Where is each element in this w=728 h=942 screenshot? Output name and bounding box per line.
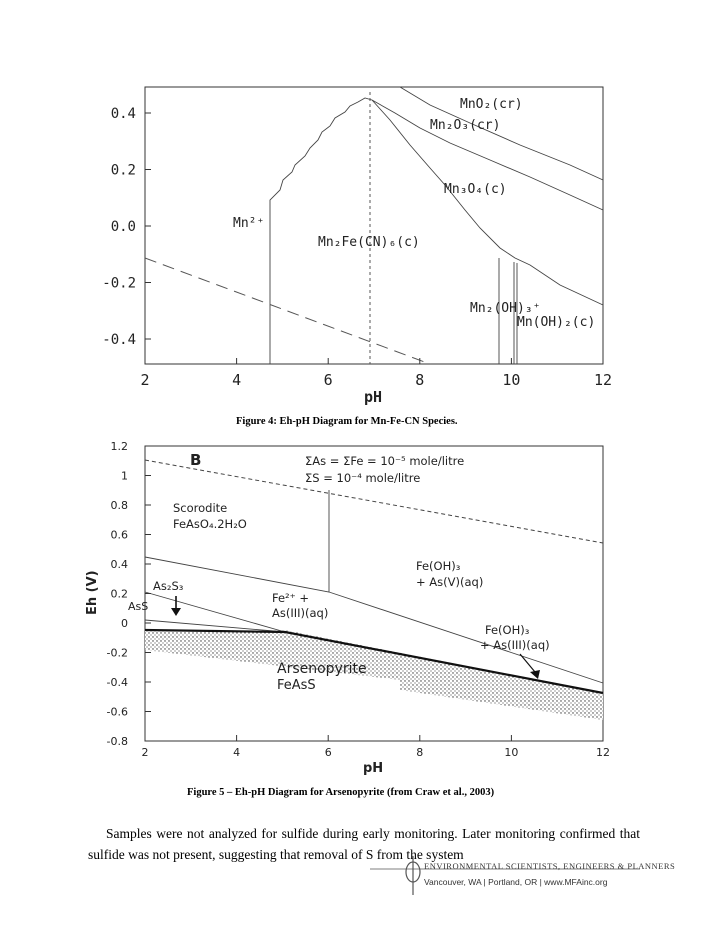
tick-label: 0.4 — [110, 558, 128, 571]
fig4-label-mnoh2: Mn(OH)₂(c) — [517, 315, 596, 330]
tick-label: 0.6 — [110, 528, 128, 542]
fig4-label-mn2plus: Mn²⁺ — [233, 216, 265, 231]
tick-label: -0.2 — [102, 275, 136, 292]
fig5-conditions-1: ΣAs = ΣFe = 10⁻⁵ mole/litre — [305, 454, 465, 468]
fig5-label-arsenopyrite: Arsenopyrite — [277, 661, 367, 677]
body-paragraph-container — [88, 823, 640, 865]
body-paragraph: Samples were not analyzed for sulfide during early monitoring. Later monitoring confirmed that sulfide was not present, suggesting that removal of S from the system — [88, 826, 640, 862]
fig5-panel-letter: B — [190, 451, 202, 469]
tick-label: 12 — [596, 746, 610, 759]
tick-label: 0.2 — [110, 162, 136, 179]
tick-label: 1 — [121, 469, 128, 483]
fig4-water-line — [145, 258, 430, 364]
tick-label: 10 — [502, 371, 521, 389]
fig4-y-tick-labels — [102, 106, 151, 348]
tick-label: 4 — [233, 746, 241, 759]
tick-label: 0 — [121, 617, 128, 630]
fig4-x-axis-label: pH — [364, 388, 383, 406]
fig5-label-scorodite: Scorodite — [173, 501, 228, 515]
tick-label: 0.8 — [110, 499, 128, 512]
fig5-arrow-as2s3 — [171, 596, 181, 616]
figure-4-caption: Figure 4: Eh-pH Diagram for Mn-Fe-CN Species. — [236, 416, 458, 427]
tick-label: 8 — [416, 746, 424, 759]
tick-label: 0.2 — [110, 587, 128, 601]
fig4-label-mn2o3: Mn₂O₃(cr) — [430, 118, 501, 133]
figure-5-caption: Figure 5 – Eh-pH Diagram for Arsenopyrite (from Craw et al., 2003) — [187, 787, 495, 798]
fig4-label-mn3o4: Mn₃O₄(c) — [444, 182, 507, 197]
tick-label: 12 — [593, 371, 613, 389]
fig5-conditions-2: ΣS = 10⁻⁴ mole/litre — [305, 471, 421, 485]
tick-label: 0.4 — [110, 106, 136, 122]
tick-label: 8 — [415, 371, 425, 389]
fig4-label-mno2: MnO₂(cr) — [460, 97, 523, 112]
fig5-x-axis-label: pH — [363, 761, 384, 776]
tick-label: 2 — [140, 371, 150, 389]
fig5-label-as2s3: As₂S₃ — [153, 579, 184, 593]
tick-label: 6 — [323, 371, 333, 389]
tick-label: 1.2 — [110, 440, 128, 453]
footer-locations[interactable]: Vancouver, WA | Portland, OR | www.MFAinc.org — [424, 877, 608, 887]
tick-label: 4 — [232, 371, 242, 389]
tick-label: 10 — [504, 746, 519, 759]
fig5-label-ass: AsS — [128, 600, 149, 613]
fig5-arrow-feoh3-asiii — [520, 654, 540, 679]
tick-label: -0.8 — [106, 735, 128, 748]
fig4-label-mn2fecn: Mn₂Fe(CN)₆(c) — [318, 235, 420, 250]
figure-5-eh-ph-arsenopyrite — [85, 440, 610, 776]
fig5-label-fe2-1: Fe²⁺ + — [272, 591, 310, 605]
tick-label: 0.0 — [110, 219, 136, 235]
fig5-label-feoh3-asv-1: Fe(OH)₃ — [416, 559, 461, 573]
fig5-label-feoh3-asiii-2: + As(III)(aq) — [480, 638, 550, 652]
footer-tagline: ENVIRONMENTAL SCIENTISTS, ENGINEERS & PLANNERS — [424, 861, 676, 871]
fig5-label-feoh3-asiii-1: Fe(OH)₃ — [485, 623, 530, 637]
figure-4-eh-ph-mn-fe-cn — [102, 87, 612, 406]
fig5-x-tick-labels — [142, 735, 611, 759]
tick-label: 6 — [324, 746, 332, 759]
fig5-label-scorodite-formula: FeAsO₄.2H₂O — [173, 517, 247, 531]
fig4-label-mn2oh3: Mn₂(OH)₃⁺ — [470, 301, 541, 316]
tick-label: -0.4 — [106, 676, 128, 689]
tick-label: -0.6 — [106, 705, 128, 719]
fig5-y-axis-label: Eh (V) — [85, 570, 100, 615]
fig4-line-mn2-left — [270, 98, 372, 364]
tick-label: -0.4 — [102, 332, 136, 348]
fig5-label-fe2-2: As(III)(aq) — [272, 606, 329, 620]
tick-label: -0.2 — [106, 646, 128, 660]
fig5-label-feoh3-asv-2: + As(V)(aq) — [416, 575, 484, 589]
fig5-y-tick-labels — [107, 440, 151, 748]
tick-label: 2 — [141, 746, 149, 759]
fig5-label-feass: FeAsS — [277, 678, 316, 693]
fig4-x-tick-labels — [140, 358, 612, 389]
